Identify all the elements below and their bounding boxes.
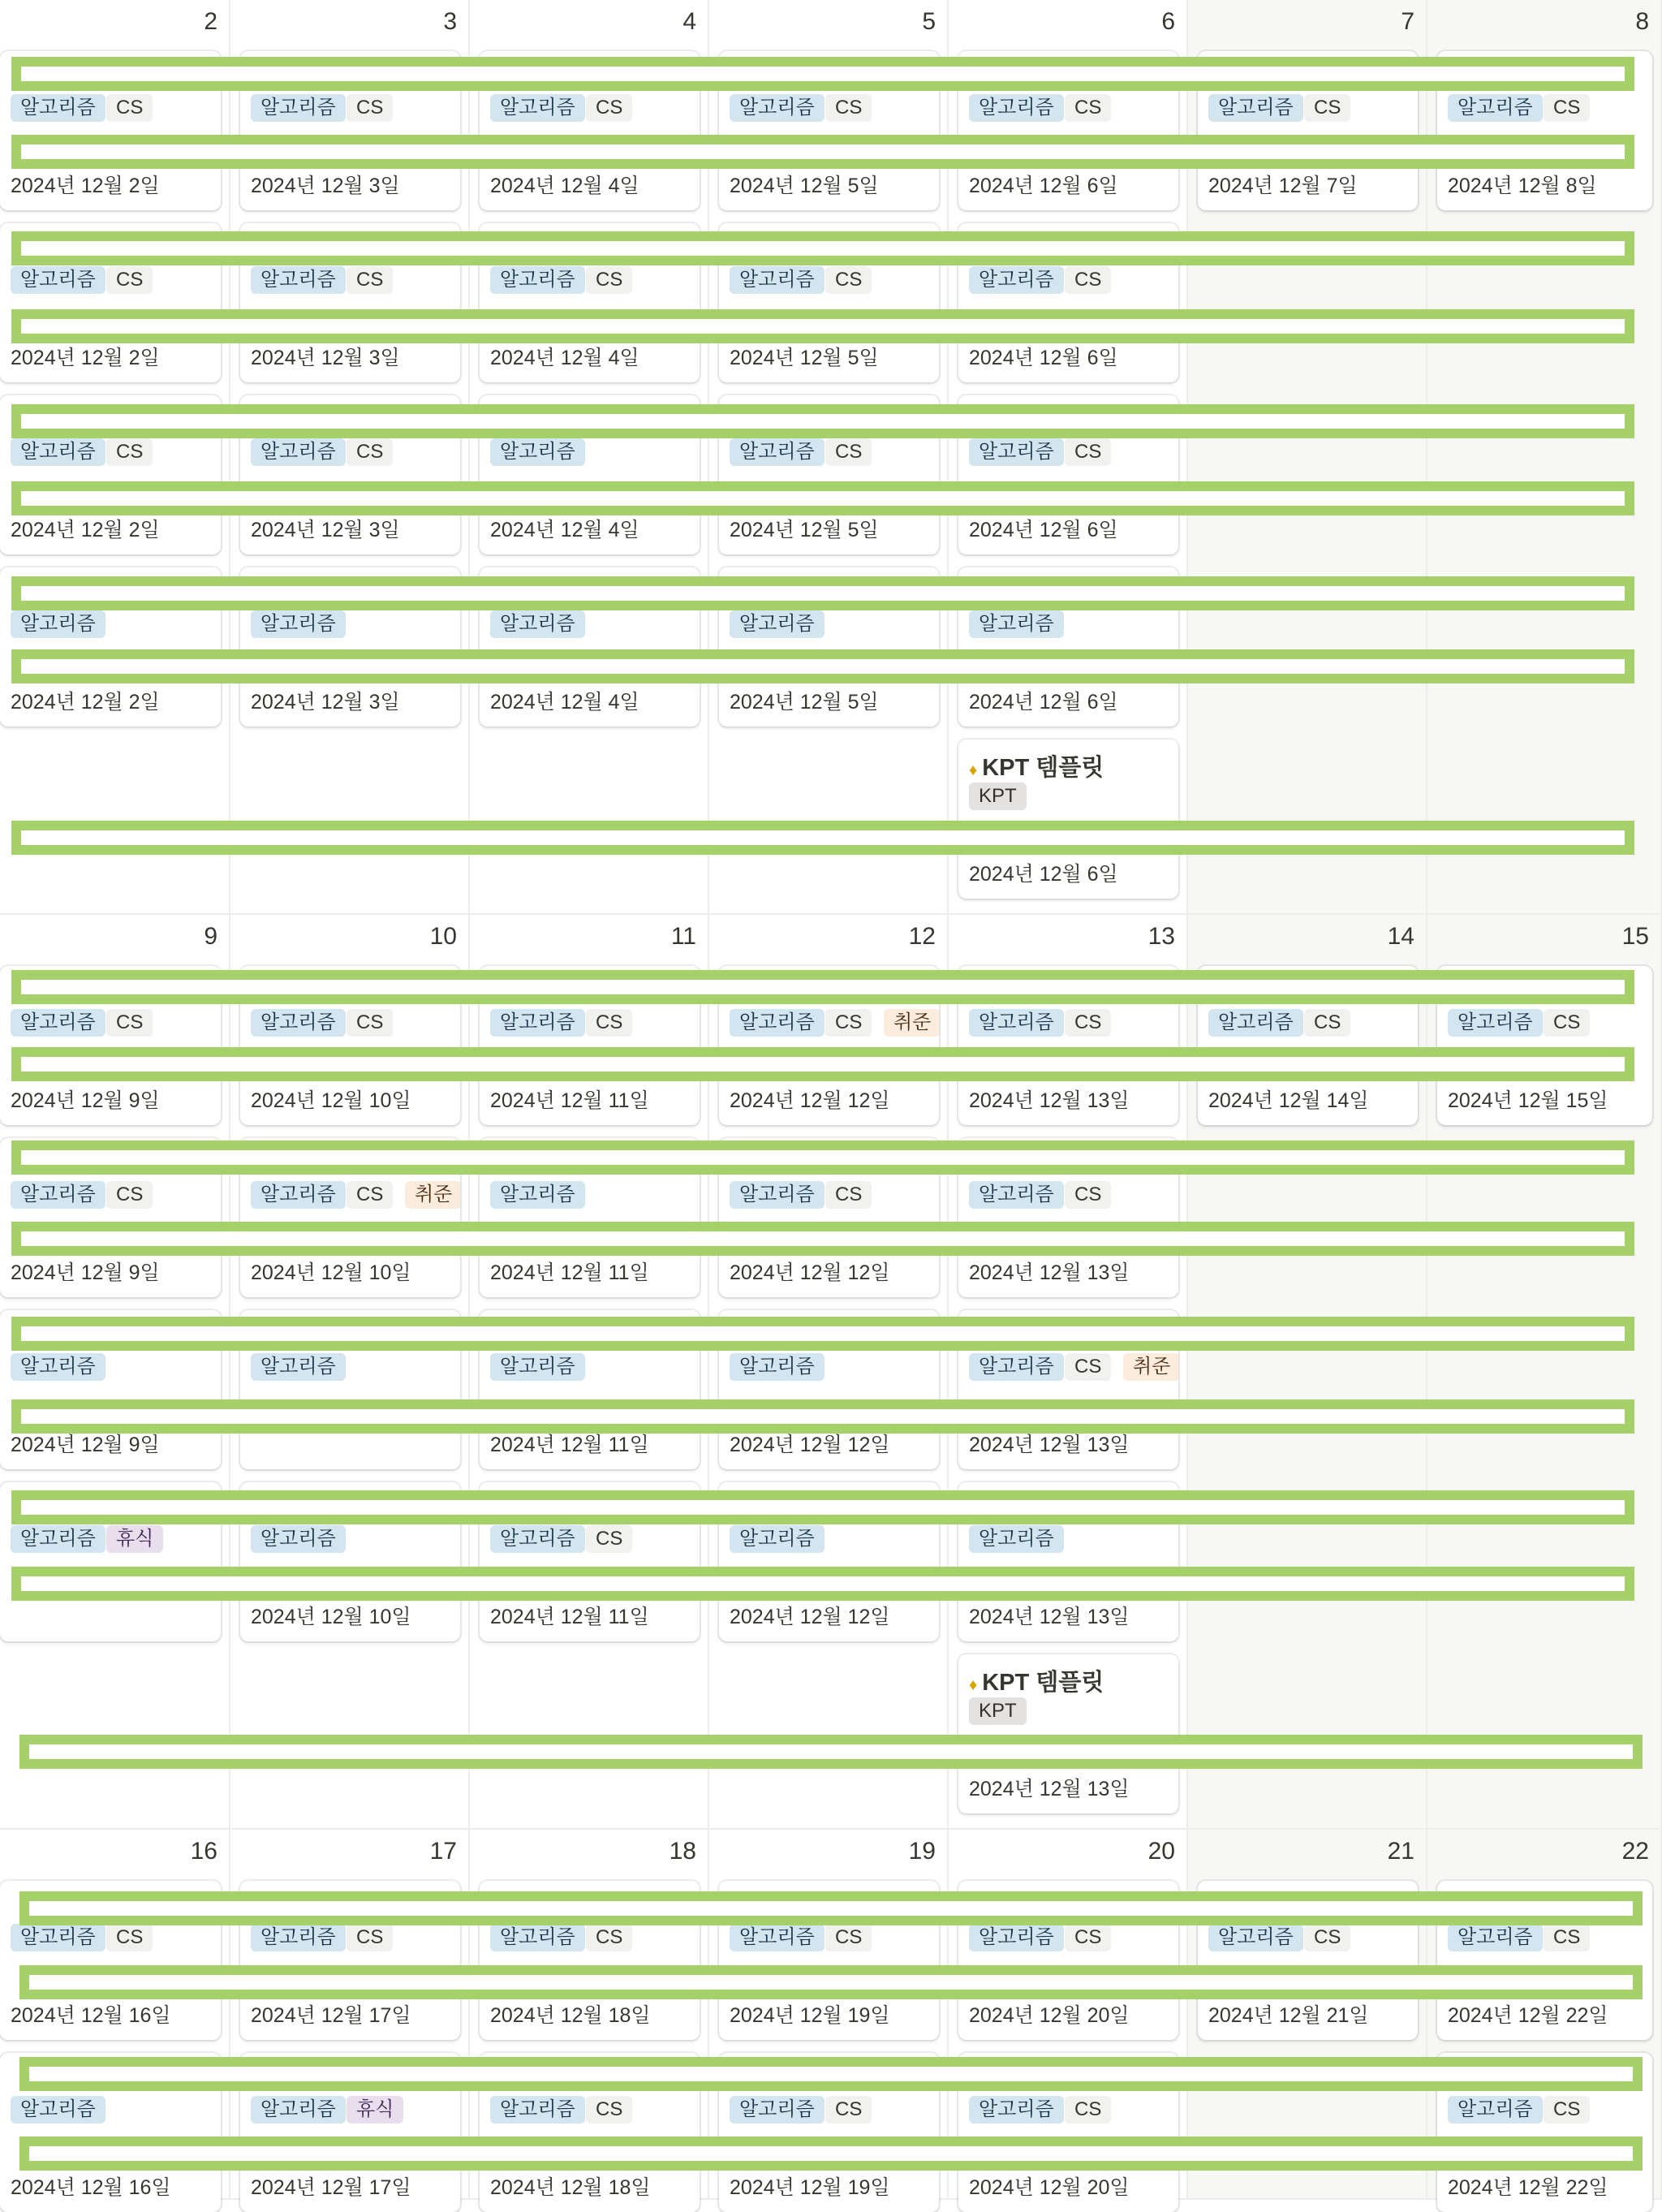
card-date: 2024년 12월 5일 [730,175,879,197]
tag-cs: CS [106,94,153,122]
tag-cs: CS [106,1924,153,1951]
redaction-bar [11,1490,1634,1524]
redaction-bar [19,1735,1643,1769]
tag-kpt: KPT [969,1697,1027,1725]
card-date: 2024년 12월 3일 [251,175,400,197]
tag-cs: CS [1065,94,1111,122]
tag-cs: CS [1065,1924,1111,1951]
tag-cs: CS [586,266,632,294]
card-date: 2024년 12월 15일 [1448,1089,1608,1112]
tag-algorithm: 알고리즘 [1208,94,1303,122]
day-number: 10 [429,923,457,950]
tag-algorithm: 알고리즘 [1448,94,1543,122]
redaction-bar [19,1965,1643,1999]
card-date: 2024년 12월 22일 [1448,2004,1608,2027]
day-number: 19 [908,1838,936,1865]
card-date: 2024년 12월 8일 [1448,175,1597,197]
tag-algorithm: 알고리즘 [251,438,346,466]
tag-algorithm: 알고리즘 [969,266,1064,294]
card-date: 2024년 12월 5일 [730,347,879,369]
redaction-bar [11,1047,1634,1081]
tag-job: 취준 [884,1009,939,1037]
card-date: 2024년 12월 3일 [251,519,400,541]
card-date: 2024년 12월 4일 [490,175,639,197]
card-date: 2024년 12월 2일 [11,519,160,541]
handshake-icon: ♦ [969,761,978,779]
card-date: 2024년 12월 19일 [730,2176,890,2199]
card-date: 2024년 12월 2일 [11,347,160,369]
tag-algorithm: 알고리즘 [251,1924,346,1951]
tag-algorithm: 알고리즘 [730,438,825,466]
tag-algorithm: 알고리즘 [969,438,1064,466]
tag-job: 취준 [405,1181,460,1209]
tag-algorithm: 알고리즘 [251,94,346,122]
card-date: 2024년 12월 2일 [11,175,160,197]
redaction-bar [11,576,1634,610]
tag-algorithm: 알고리즘 [730,1009,825,1037]
tag-algorithm: 알고리즘 [490,438,585,466]
tag-algorithm: 알고리즘 [490,266,585,294]
card-date: 2024년 12월 13일 [969,1261,1130,1284]
tag-cs: CS [586,2096,632,2124]
tag-cs: CS [1304,1009,1350,1037]
day-number: 8 [1635,8,1649,35]
tag-kpt: KPT [969,783,1027,810]
card-date: 2024년 12월 18일 [490,2004,651,2027]
day-number: 16 [190,1838,217,1865]
card-date: 2024년 12월 6일 [969,863,1118,886]
card-date: 2024년 12월 20일 [969,2176,1130,2199]
tag-algorithm: 알고리즘 [969,94,1064,122]
tag-cs: CS [1304,1924,1350,1951]
card-date: 2024년 12월 4일 [490,691,639,714]
tag-algorithm: 알고리즘 [730,1525,825,1553]
tag-cs: CS [586,1525,632,1553]
tag-cs: CS [825,1924,872,1951]
tag-cs: CS [1065,1353,1111,1381]
card-date: 2024년 12월 14일 [1208,1089,1369,1112]
tag-cs: CS [1544,2096,1590,2124]
tag-algorithm: 알고리즘 [11,1525,105,1553]
tag-cs: CS [586,1009,632,1037]
card-date: 2024년 12월 12일 [730,1606,890,1628]
redaction-bar [11,135,1634,169]
tag-algorithm: 알고리즘 [490,1525,585,1553]
tag-cs: CS [1065,1009,1111,1037]
card-date: 2024년 12월 21일 [1208,2004,1369,2027]
handshake-icon: ♦ [969,1676,978,1694]
redaction-bar [11,309,1634,343]
card-date: 2024년 12월 6일 [969,691,1118,714]
tag-algorithm: 알고리즘 [1208,1924,1303,1951]
card-date: 2024년 12월 3일 [251,347,400,369]
card-date: 2024년 12월 5일 [730,691,879,714]
day-number: 12 [908,923,936,950]
card-date: 2024년 12월 6일 [969,347,1118,369]
card-date: 2024년 12월 17일 [251,2176,411,2199]
kpt-template-card[interactable] [958,739,1178,899]
tag-cs: CS [586,94,632,122]
tag-cs: CS [825,266,872,294]
tag-cs: CS [106,1181,153,1209]
card-date: 2024년 12월 7일 [1208,175,1358,197]
tag-algorithm: 알고리즘 [251,266,346,294]
card-date: 2024년 12월 5일 [730,519,879,541]
tag-cs: CS [1304,94,1350,122]
card-date: 2024년 12월 13일 [969,1434,1130,1456]
card-date: 2024년 12월 13일 [969,1778,1130,1800]
card-title [969,749,1104,783]
day-number: 15 [1621,923,1649,950]
tag-cs: CS [825,94,872,122]
card-date: 2024년 12월 9일 [11,1261,160,1284]
tag-algorithm: 알고리즘 [969,1181,1064,1209]
redaction-bar [11,481,1634,515]
card-date: 2024년 12월 12일 [730,1261,890,1284]
tag-cs: CS [586,1924,632,1951]
day-number: 4 [682,8,696,35]
tag-algorithm: 알고리즘 [11,438,105,466]
card-title-text: KPT 템플릿 [982,1670,1104,1696]
tag-algorithm: 알고리즘 [11,1009,105,1037]
tag-cs: CS [825,1181,872,1209]
card-date: 2024년 12월 16일 [11,2004,171,2027]
card-date: 2024년 12월 12일 [730,1089,890,1112]
tag-cs: CS [106,438,153,466]
tag-algorithm: 알고리즘 [251,1009,346,1037]
card-date: 2024년 12월 13일 [969,1089,1130,1112]
tag-algorithm: 알고리즘 [730,266,825,294]
tag-algorithm: 알고리즘 [11,1353,105,1381]
day-number: 5 [922,8,936,35]
card-date: 2024년 12월 22일 [1448,2176,1608,2199]
kpt-template-card[interactable] [958,1654,1178,1813]
redaction-bar [11,821,1634,855]
tag-algorithm: 알고리즘 [251,2096,346,2124]
tag-rest: 휴식 [347,2096,403,2124]
tag-cs: CS [1065,438,1111,466]
card-date: 2024년 12월 11일 [490,1261,649,1284]
redaction-bar [19,1891,1643,1925]
card-date: 2024년 12월 10일 [251,1089,411,1112]
redaction-bar [11,231,1634,265]
redaction-bar [11,649,1634,683]
card-date: 2024년 12월 20일 [969,2004,1130,2027]
tag-algorithm: 알고리즘 [1448,2096,1543,2124]
day-number: 13 [1147,923,1175,950]
tag-cs: CS [347,1009,393,1037]
card-date: 2024년 12월 10일 [251,1261,411,1284]
day-number: 18 [669,1838,696,1865]
tag-cs: CS [825,1009,872,1037]
tag-algorithm: 알고리즘 [11,94,105,122]
card-date: 2024년 12월 19일 [730,2004,890,2027]
tag-cs: CS [347,438,393,466]
tag-algorithm: 알고리즘 [490,1353,585,1381]
tag-algorithm: 알고리즘 [730,2096,825,2124]
tag-cs: CS [1544,1009,1590,1037]
day-number: 17 [429,1838,457,1865]
tag-cs: CS [1544,94,1590,122]
card-date: 2024년 12월 18일 [490,2176,651,2199]
tag-algorithm: 알고리즘 [730,610,825,638]
card-date: 2024년 12월 6일 [969,175,1118,197]
tag-algorithm: 알고리즘 [490,1009,585,1037]
card-date: 2024년 12월 3일 [251,691,400,714]
tag-cs: CS [347,94,393,122]
card-date: 2024년 12월 2일 [11,691,160,714]
day-number: 3 [443,8,457,35]
card-date: 2024년 12월 11일 [490,1606,649,1628]
day-number: 7 [1401,8,1414,35]
tag-algorithm: 알고리즘 [11,610,105,638]
day-number: 20 [1147,1838,1175,1865]
tag-algorithm: 알고리즘 [969,1525,1064,1553]
tag-cs: CS [106,1009,153,1037]
redaction-bar [11,1399,1634,1434]
day-number: 9 [204,923,217,950]
card-date: 2024년 12월 17일 [251,2004,411,2027]
tag-cs: CS [825,2096,872,2124]
tag-algorithm: 알고리즘 [490,2096,585,2124]
card-date: 2024년 12월 11일 [490,1434,649,1456]
redaction-bar [19,2137,1643,2171]
tag-algorithm: 알고리즘 [490,1181,585,1209]
card-date: 2024년 12월 13일 [969,1606,1130,1628]
card-date: 2024년 12월 10일 [251,1606,411,1628]
tag-algorithm: 알고리즘 [730,1924,825,1951]
card-date: 2024년 12월 4일 [490,347,639,369]
tag-algorithm: 알고리즘 [490,1924,585,1951]
tag-algorithm: 알고리즘 [969,610,1064,638]
tag-cs: CS [1544,1924,1590,1951]
day-number: 11 [670,923,696,950]
day-number: 22 [1621,1838,1649,1865]
day-number: 2 [204,8,217,35]
tag-cs: CS [347,266,393,294]
card-date: 2024년 12월 11일 [490,1089,649,1112]
tag-algorithm: 알고리즘 [11,266,105,294]
tag-algorithm: 알고리즘 [490,94,585,122]
tag-algorithm: 알고리즘 [11,1181,105,1209]
tag-algorithm: 알고리즘 [11,2096,105,2124]
redaction-bar [11,1567,1634,1601]
tag-algorithm: 알고리즘 [1448,1924,1543,1951]
tag-algorithm: 알고리즘 [1448,1009,1543,1037]
redaction-bar [11,57,1634,91]
redaction-bar [11,1222,1634,1256]
tag-algorithm: 알고리즘 [251,610,346,638]
card-date: 2024년 12월 4일 [490,519,639,541]
card-date: 2024년 12월 12일 [730,1434,890,1456]
tag-algorithm: 알고리즘 [1208,1009,1303,1037]
tag-algorithm: 알고리즘 [969,2096,1064,2124]
tag-algorithm: 알고리즘 [730,1353,825,1381]
tag-cs: CS [347,1924,393,1951]
tag-algorithm: 알고리즘 [251,1525,346,1553]
tag-algorithm: 알고리즘 [251,1353,346,1381]
card-date: 2024년 12월 16일 [11,2176,171,2199]
redaction-bar [11,404,1634,438]
tag-algorithm: 알고리즘 [11,1924,105,1951]
card-title-text: KPT 템플릿 [982,755,1104,781]
redaction-bar [11,970,1634,1004]
tag-algorithm: 알고리즘 [490,610,585,638]
redaction-bar [11,1140,1634,1175]
tag-job: 취준 [1123,1353,1178,1381]
day-number: 14 [1387,923,1414,950]
redaction-bar [11,1317,1634,1351]
tag-algorithm: 알고리즘 [251,1181,346,1209]
tag-algorithm: 알고리즘 [730,1181,825,1209]
tag-algorithm: 알고리즘 [730,94,825,122]
tag-cs: CS [1065,1181,1111,1209]
tag-cs: CS [106,266,153,294]
tag-cs: CS [1065,2096,1111,2124]
tag-algorithm: 알고리즘 [969,1353,1064,1381]
tag-cs: CS [347,1181,393,1209]
card-date: 2024년 12월 6일 [969,519,1118,541]
redaction-bar [19,2057,1643,2091]
card-date: 2024년 12월 9일 [11,1434,160,1456]
card-date: 2024년 12월 9일 [11,1089,160,1112]
tag-algorithm: 알고리즘 [969,1924,1064,1951]
tag-cs: CS [825,438,872,466]
tag-cs: CS [1065,266,1111,294]
tag-algorithm: 알고리즘 [969,1009,1064,1037]
day-number: 21 [1387,1838,1414,1865]
day-number: 6 [1161,8,1175,35]
card-title [969,1664,1104,1697]
tag-rest: 휴식 [106,1525,163,1553]
